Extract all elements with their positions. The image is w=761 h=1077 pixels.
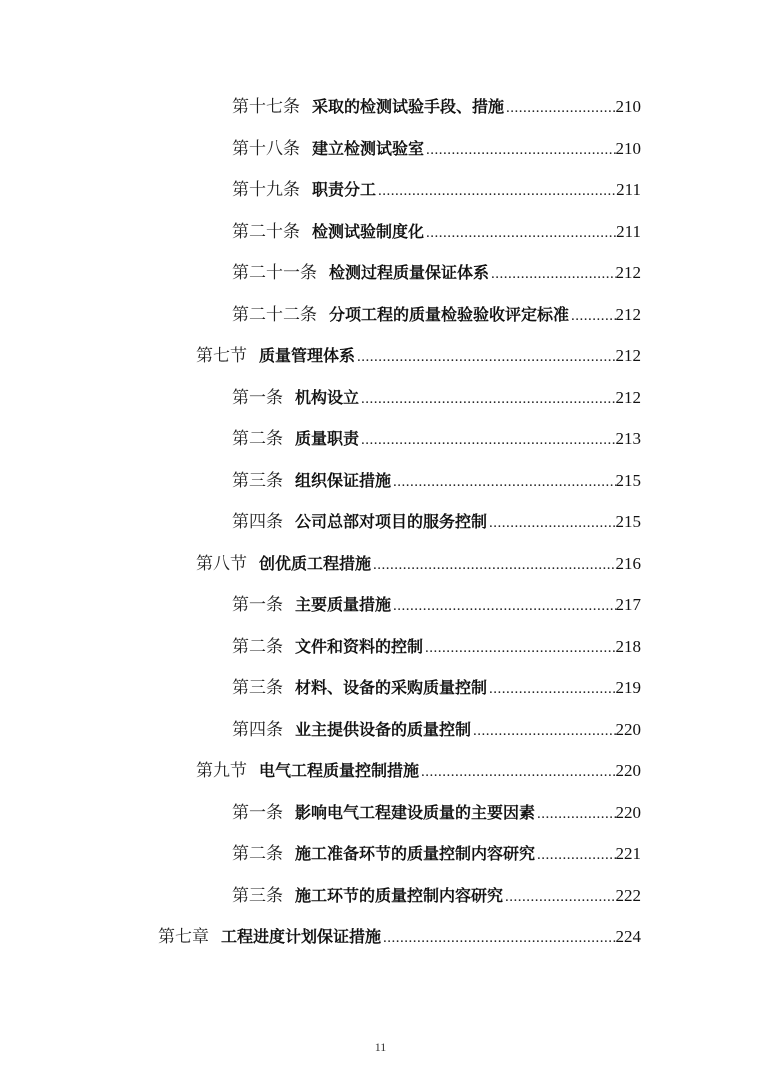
toc-entry-number: 第十八条 — [232, 138, 300, 159]
toc-entry-page: 218 — [615, 636, 641, 656]
dot-leader — [504, 90, 615, 126]
toc-entry[interactable] — [232, 463, 641, 499]
dot-leader — [371, 547, 615, 583]
toc-entry-number: 第二十二条 — [232, 304, 317, 325]
dot-leader — [391, 464, 615, 500]
dot-leader — [359, 422, 615, 458]
toc-entry-title: 施工准备环节的质量控制内容研究 — [295, 844, 536, 863]
toc-entry-title: 建立检测试验室 — [312, 138, 425, 158]
toc-section[interactable] — [196, 753, 641, 789]
toc-entry-number: 第二十条 — [232, 221, 300, 242]
toc-entry-number: 第八节 — [196, 553, 247, 574]
toc-entry-page: 220 — [615, 719, 641, 739]
toc-entry-number: 第四条 — [232, 719, 283, 740]
toc-entry[interactable] — [232, 255, 641, 291]
toc-entry-title: 施工环节的质量控制内容研究 — [295, 885, 504, 905]
toc-entry-number: 第二条 — [232, 844, 283, 864]
toc-entry-page: 210 — [615, 97, 641, 116]
toc-entry-page: 221 — [615, 844, 641, 863]
toc-entry-title: 检测试验制度化 — [312, 221, 425, 241]
toc-entry-title: 电气工程质量控制措施 — [259, 761, 420, 780]
toc-entry-title: 分项工程的质量检验验收评定标准 — [329, 304, 570, 324]
toc-entry-title: 文件和资料的控制 — [295, 636, 424, 656]
toc-entry-title: 材料、设备的采购质量控制 — [295, 678, 488, 697]
toc-entry-page: 212 — [615, 346, 641, 365]
toc-entry[interactable] — [232, 629, 641, 665]
toc-entry[interactable] — [232, 670, 641, 706]
toc-entry-page: 212 — [615, 263, 641, 282]
page-number: 11 — [374, 1040, 387, 1054]
dot-leader — [381, 920, 615, 956]
toc-entry-number: 第九节 — [196, 761, 247, 781]
toc-entry-page: 220 — [615, 761, 641, 780]
toc-entry-number: 第四条 — [232, 512, 283, 532]
toc-entry[interactable] — [232, 421, 641, 457]
toc-entry-page: 217 — [615, 595, 641, 614]
toc-entry-number: 第三条 — [232, 885, 283, 906]
toc-entry-title: 工程进度计划保证措施 — [221, 927, 382, 946]
toc-entry-page: 220 — [615, 802, 641, 822]
dot-leader — [424, 132, 615, 168]
toc-chapter[interactable] — [158, 919, 641, 955]
toc-entry-title: 组织保证措施 — [295, 470, 392, 490]
dot-leader — [391, 588, 615, 624]
toc-entry-number: 第七章 — [158, 927, 209, 947]
toc-entry-number: 第十九条 — [232, 180, 300, 200]
toc-entry-page: 212 — [615, 304, 641, 324]
toc-entry-number: 第三条 — [232, 470, 283, 491]
dot-leader — [487, 505, 615, 541]
toc-entry[interactable] — [232, 214, 641, 250]
dot-leader — [419, 754, 615, 790]
toc-entry-number: 第一条 — [232, 595, 283, 615]
dot-leader — [424, 215, 616, 251]
toc-entry-number: 第一条 — [232, 802, 283, 823]
toc-entry-page: 210 — [615, 138, 641, 158]
toc-entry-number: 第一条 — [232, 387, 283, 408]
dot-leader — [376, 173, 616, 209]
dot-leader — [535, 796, 615, 832]
toc-entry[interactable] — [232, 172, 641, 208]
toc-entry-title: 职责分工 — [312, 180, 377, 199]
toc-entry-page: 211 — [616, 221, 641, 241]
toc-entry-page: 224 — [615, 927, 641, 946]
toc-entry-title: 采取的检测试验手段、措施 — [312, 97, 505, 116]
toc-entry-number: 第二十一条 — [232, 263, 317, 283]
toc-entry-title: 公司总部对项目的服务控制 — [295, 512, 488, 531]
toc-entry-number: 第十七条 — [232, 97, 300, 117]
dot-leader — [489, 256, 615, 292]
toc-entry-title: 质量职责 — [295, 429, 360, 448]
dot-leader — [503, 879, 615, 915]
toc-entry-number: 第二条 — [232, 636, 283, 657]
toc-section[interactable] — [196, 546, 641, 582]
toc-entry-title: 业主提供设备的质量控制 — [295, 719, 472, 739]
toc-entry-number: 第二条 — [232, 429, 283, 449]
dot-leader — [423, 630, 615, 666]
dot-leader — [535, 837, 615, 873]
dot-leader — [487, 671, 615, 707]
toc-entry-title: 主要质量措施 — [295, 595, 392, 614]
toc-entry-title: 影响电气工程建设质量的主要因素 — [295, 802, 536, 822]
toc-section[interactable] — [196, 338, 641, 374]
toc-entry-page: 213 — [615, 429, 641, 448]
toc-entry-title: 创优质工程措施 — [259, 553, 372, 573]
dot-leader — [359, 381, 615, 417]
toc-entry[interactable] — [232, 504, 641, 540]
toc-entry[interactable] — [232, 131, 641, 167]
toc-entry[interactable] — [232, 297, 641, 333]
dot-leader — [569, 298, 615, 334]
toc-entry[interactable] — [232, 712, 641, 748]
toc-entry-page: 215 — [615, 512, 641, 531]
toc-entry-number: 第三条 — [232, 678, 283, 698]
dot-leader — [355, 339, 615, 375]
toc-entry[interactable] — [232, 878, 641, 914]
toc-entry[interactable] — [232, 89, 641, 125]
toc-entry-page: 211 — [616, 180, 641, 199]
toc-entry-page: 219 — [615, 678, 641, 697]
toc-entry-title: 质量管理体系 — [259, 346, 356, 365]
toc-entry[interactable] — [232, 795, 641, 831]
toc-entry-page: 222 — [615, 885, 641, 905]
toc-entry[interactable] — [232, 587, 641, 623]
toc-entry-page: 216 — [615, 553, 641, 573]
toc-entry-title: 机构设立 — [295, 387, 360, 407]
toc-entry[interactable] — [232, 380, 641, 416]
toc-entry-page: 215 — [615, 470, 641, 490]
dot-leader — [471, 713, 615, 749]
toc-entry-number: 第七节 — [196, 346, 247, 366]
toc-entry[interactable] — [232, 836, 641, 872]
toc-entry-page: 212 — [615, 387, 641, 407]
toc-entry-title: 检测过程质量保证体系 — [329, 263, 490, 282]
